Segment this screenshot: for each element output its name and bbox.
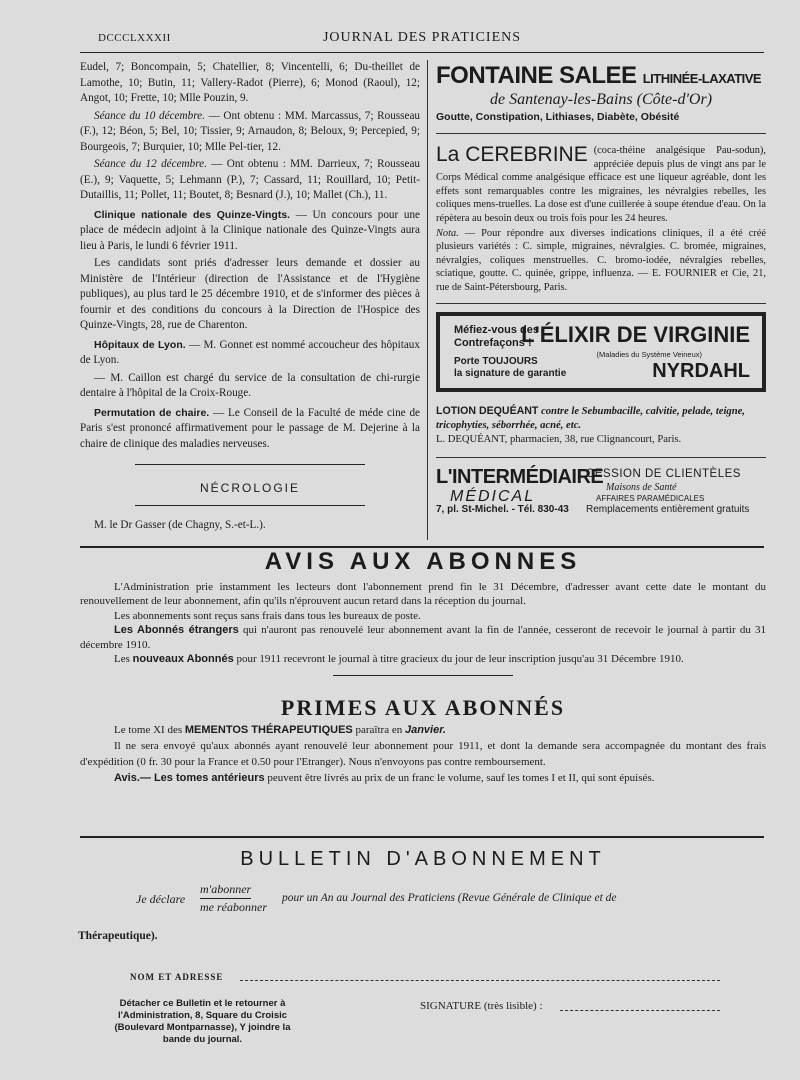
declare-rest-2: Thérapeutique). <box>78 930 158 942</box>
primes-p1-mid: paraîtra en <box>355 724 403 736</box>
avis-section <box>80 548 767 676</box>
intermediaire-subtitle: MÉDICAL <box>450 487 536 505</box>
nom-adresse-label: NOM ET ADRESSE <box>130 972 224 982</box>
intermediaire-ad <box>436 457 766 516</box>
page-header <box>80 26 764 46</box>
column-separator <box>427 60 428 540</box>
header-rule <box>80 52 764 53</box>
primes-p2: Il ne sera envoyé qu'aux abonnés ayant renouvelé leur abonnement pour 1911, et dont la demande sera accompagnée du montant des frais d'expédition (0 fr. 30 pour la France et 0.50 pour l'Etranger). Nous n'envoyons pas contre remboursement. <box>80 740 766 768</box>
elixir-warning-line2: Contrefaçons ! <box>454 336 532 349</box>
avis-title: AVIS AUX ABONNES <box>264 548 582 575</box>
elixir-warning-line1: Méfiez-vous des <box>454 323 539 336</box>
primes-p1-bold: MEMENTOS THÉRAPEUTIQUES <box>184 724 353 736</box>
results-paragraph: Eudel, 7; Boncompain, 5; Chatellier, 8; Vincentelli, 6; Du-theillet de Lamothe, 10; Butin, 11; Vallery-Radot (Pierre), 6; Monod (Raoul), 12; Angot, 10; Frette, 10; Mlle Pouzin, 9. <box>80 61 420 104</box>
elixir-title: L'ÉLIXIR DE VIRGINIE <box>521 321 750 347</box>
avis-p4 <box>80 652 766 667</box>
option-reabonner[interactable]: me réabonner <box>200 900 267 914</box>
avis-p2: Les abonnements sont reçus sans frais dans tous les bureaux de poste. <box>114 609 421 622</box>
intermediaire-title: L'INTERMÉDIAIRE <box>436 465 604 488</box>
seance-12-text: — Ont obtenu : MM. Darrieux, 7; Rousseau (E.), 9; Vaquette, 5; Lehmann (P.), 7; Cassard, 11; Rouillard, 10; Petit-Dutaillis, 11; Pollet, 11; Boutet, 8; Besnard (J.), 10; Mallet (Ch.), 11. <box>80 158 421 201</box>
option-abonner[interactable]: m'abonner <box>200 882 251 899</box>
primes-section <box>80 695 766 786</box>
permutation-paragraph <box>80 406 420 453</box>
primes-p1 <box>80 722 766 738</box>
fontaine-indications: Goutte, Constipation, Lithiases, Diabète, Obésité <box>436 111 680 123</box>
lotion-dequeant-ad <box>436 404 766 447</box>
lotion-text: contre le Sebumbacille, calvitie, pelade, teigne, tricophyties, séborrhée, acné, etc. <box>436 405 745 431</box>
detach-instructions: Détacher ce Bulletin et le retourner à l'Administration, 8, Square du Croisic (Boulevard Montparnasse), Y joindre la bande du journal. <box>114 998 291 1045</box>
elixir-porte: Porte TOUJOURS <box>454 355 538 367</box>
declare-label: Je déclare <box>136 892 186 906</box>
elixir-virginie-ad <box>436 312 766 392</box>
declare-rest: pour un An au Journal des Praticiens (Revue Générale de Clinique et de <box>282 892 617 904</box>
primes-p3-bold: Avis.— Les tomes antérieurs <box>114 772 265 784</box>
page-number: DCCCLXXXII <box>98 32 171 44</box>
lotion-address: L. DEQUÉANT, pharmacien, 38, rue Clignancourt, Paris. <box>436 433 682 445</box>
lyon-paragraph <box>80 338 420 369</box>
caillon-paragraph: — M. Caillon est chargé du service de la consultation de chi-rurgie dentaire à l'hôpital de la Croix-Rouge. <box>80 371 420 399</box>
avis-p4-bold: nouveaux Abonnés <box>132 653 234 665</box>
nom-adresse-field[interactable] <box>240 980 720 981</box>
permutation-text: — Le Conseil de la Faculté de méde cine de Paris s'est prononcé affirmativement pour le passage de M. Dejerine à la chaire de clinique des maladies nerveuses. <box>80 406 420 450</box>
right-column-ads <box>436 62 766 516</box>
elixir-brand: NYRDAHL <box>652 359 750 382</box>
intermediaire-maisons: Maisons de Santé <box>606 481 677 493</box>
section-rule-2 <box>80 836 764 838</box>
permutation-heading: Permutation de chaire. <box>94 406 210 419</box>
left-column <box>80 60 420 535</box>
intermediaire-address: 7, pl. St-Michel. - Tél. 830-43 <box>436 503 569 515</box>
avis-p3 <box>80 623 766 652</box>
seance-10-text: — Ont obtenu : MM. Marcassus, 7; Rousseau (F.), 12; Béon, 5; Bel, 10; Tissier, 9; Arnaudon, 8; Beloux, 9; Percepied, 9; Bourgeois, 7; Burquier, 10; Mlle Pel-tier, 12. <box>80 109 421 153</box>
bulletin-title: BULLETIN D'ABONNEMENT <box>240 848 606 870</box>
primes-p1-italic: Janvier. <box>404 724 446 736</box>
necrologie-heading: NÉCROLOGIE <box>199 481 300 495</box>
elixir-signature-note <box>454 356 566 380</box>
primes-p3 <box>80 770 766 786</box>
journal-title: JOURNAL DES PRATICIENS <box>322 30 522 45</box>
fontaine-title <box>436 62 766 90</box>
fontaine-name: FONTAINE SALEE <box>436 62 637 89</box>
cerebrine-nota <box>436 227 766 295</box>
cerebrine-title: La CEREBRINE <box>436 143 588 166</box>
avis-p1: L'Administration prie instamment les lecteurs dont l'abonnement prend fin le 31 Décembre, d'adresser avant cette date le montant du renouvellement de leur abonnement, afin qu'ils n'éprouvent aucun retard dans la réception du journal. <box>80 580 766 607</box>
intermediaire-cession: CESSION DE CLIENTÈLES <box>586 467 741 480</box>
seance-10-date: Séance du 10 décembre. <box>94 109 205 122</box>
cerebrine-nota-label: Nota. <box>436 227 459 239</box>
fontaine-subtitle: LITHINÉE-LAXATIVE <box>642 71 762 86</box>
seance-10-paragraph <box>80 109 420 156</box>
quinze-vingts-paragraph <box>80 208 420 255</box>
quinze-vingts-heading: Clinique nationale des Quinze-Vingts. <box>94 208 291 221</box>
lyon-heading: Hôpitaux de Lyon. <box>94 338 186 351</box>
intermediaire-remplacements: Remplacements entièrement gratuits <box>586 503 750 515</box>
signature-label: SIGNATURE (très lisible) : <box>420 1000 543 1012</box>
fontaine-salee-ad <box>436 62 766 123</box>
intermediaire-affaires: AFFAIRES PARAMÉDICALES <box>596 493 705 503</box>
candidats-paragraph: Les candidats sont priés d'adresser leurs demande et dossier au Ministère de l'Intérieur (direction de l'Assistance et de l'Hygiène publiques), au plus tard le 25 décembre 1910, et de s'informer des pièces à fournir et des conditions du concours à la Direction de l'Hospice des Quinze-Vingts, 28, rue de Charenton. <box>80 257 420 331</box>
avis-p3-text: qui n'auront pas renouvelé leur abonnement avant la fin de l'année, cesseront de recevoir le journal à partir du 31 décembre 1910. <box>80 624 767 651</box>
elixir-subtitle: (Maladies du Système Veineux) <box>596 349 702 359</box>
cerebrine-text: (coca-théine analgésique Pau-sodun), appréciée depuis plus de vingt ans par le Corps Médical comme analgésique efficace est une liqueur agréable, dont les effets sont remarquables contre les migraines, les névralgies rebelles, les coliques mens-truelles. La dose est d'une cuillerée à soupe étendue d'eau. On la répètera au besoin deux ou trois fois pour les 24 heures. <box>436 145 766 224</box>
seance-12-date: Séance du 12 décembre. <box>94 158 207 170</box>
primes-title: PRIMES AUX ABONNÉS <box>280 695 566 720</box>
primes-p1-start: Le tome XI des <box>114 724 183 736</box>
seance-12-paragraph <box>80 157 420 204</box>
ad-rule <box>436 303 766 304</box>
necro-rule <box>135 464 365 465</box>
fontaine-place: de Santenay-les-Bains (Côte-d'Or) <box>489 91 713 108</box>
avis-p3-bold: Les Abonnés étrangers <box>114 624 239 636</box>
cerebrine-ad <box>436 133 766 295</box>
necro-rule-bottom <box>135 505 365 506</box>
avis-rule <box>333 675 513 676</box>
elixir-signature: la signature de garantie <box>454 367 567 379</box>
bulletin-section <box>80 848 766 871</box>
cerebrine-nota-text: — Pour répondre aux diverses indications cliniques, il a été créé plusieurs variétés : C. simple, migraines, névralgies. C. bromée, migraines, névralgies, coliques menstruelles. C. bromo-iodée, névralgies rebelles, sciatique, goutte. C. quinée, grippe, influenza. — E. FOURNIER et Cie, 21, rue de Saint-Pétersbourg, Paris. <box>436 227 766 293</box>
avis-p4-start: Les <box>114 653 130 665</box>
lotion-name: LOTION DEQUÉANT <box>436 404 539 417</box>
primes-p3-text: peuvent être livrés au prix de un franc le volume, sauf les tomes I et II, qui sont épuisés. <box>267 772 655 784</box>
avis-p4-text: pour 1911 recevront le journal à titre gracieux du jour de leur inscription jusqu'au 31 Décembre 1910. <box>236 653 684 665</box>
necrologie-text: M. le Dr Gasser (de Chagny, S.-et-L.). <box>94 518 266 531</box>
quinze-vingts-text: — Un concours pour une place de médecin adjoint à la Clinique nationale des Quinze-Vingts aura lieu à Paris, le lundi 6 février 1911. <box>80 208 420 252</box>
lyon-text: — M. Gonnet est nommé accoucheur des hôpitaux de Lyon. <box>80 338 420 366</box>
signature-field[interactable] <box>560 1010 720 1011</box>
